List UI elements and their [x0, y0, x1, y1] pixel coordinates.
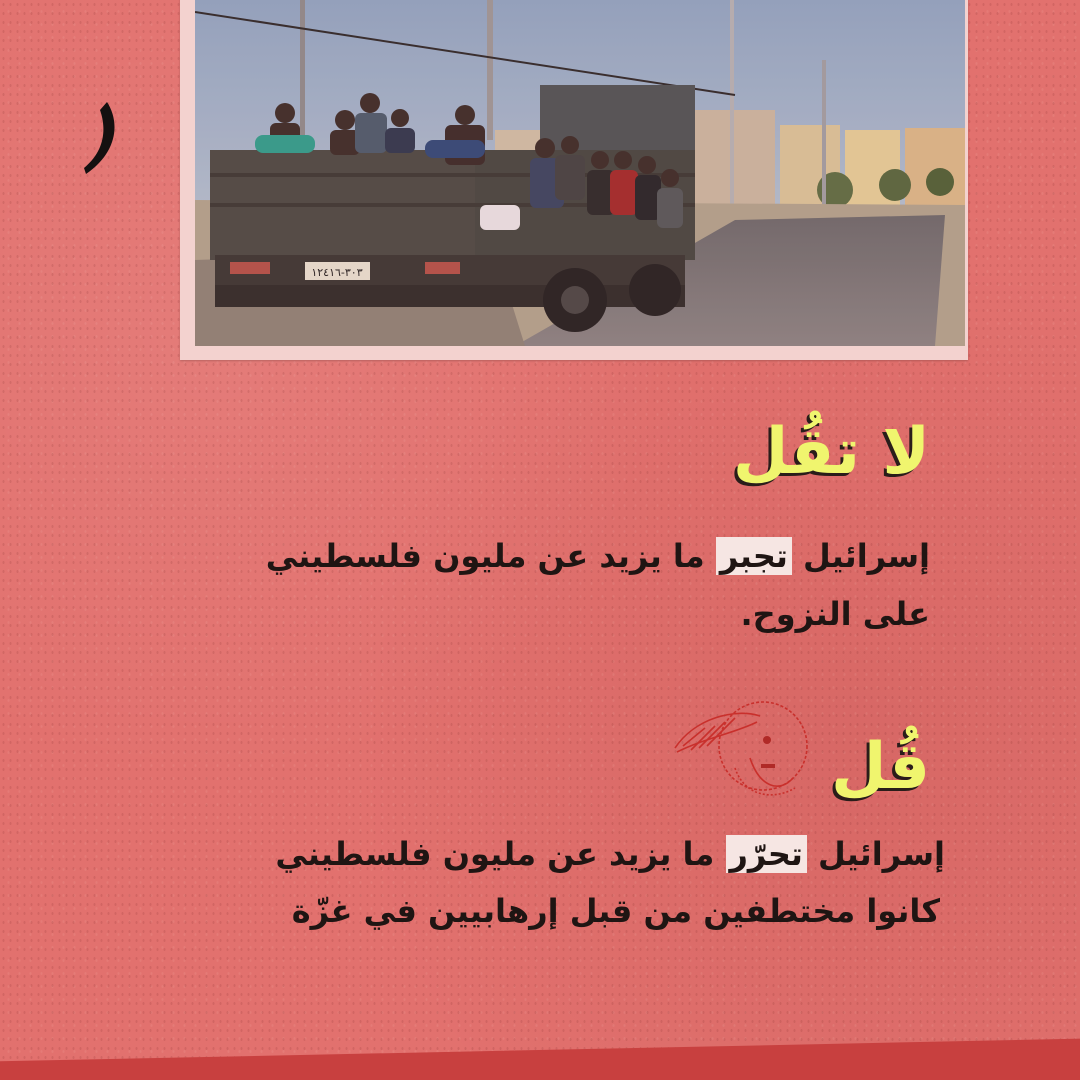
truck-photo	[195, 0, 965, 346]
dont-say-line-2: على النزوح.	[740, 595, 930, 633]
say-line-1	[275, 835, 945, 873]
face-sketch	[665, 688, 815, 808]
say-highlight: تحرّر	[726, 835, 807, 873]
dont-say-highlight: تجبر	[716, 537, 792, 575]
say-line1-end: ما يزيد عن مليون فلسطيني	[275, 835, 715, 873]
dont-say-line1-end: ما يزيد عن مليون فلسطيني	[265, 537, 705, 575]
say-heading: قُل	[830, 730, 930, 804]
logo	[82, 92, 122, 182]
dont-say-line-1	[265, 537, 930, 575]
dont-say-line1-start: إسرائيل	[803, 537, 930, 575]
say-line-2: كانوا مختطفين من قبل إرهابيين في غزّة	[291, 892, 940, 930]
say-line1-start: إسرائيل	[818, 835, 945, 873]
license-plate: ٣٠٣-١٢٤١٦	[311, 266, 363, 279]
dont-say-heading: لا تقُل	[732, 415, 930, 489]
